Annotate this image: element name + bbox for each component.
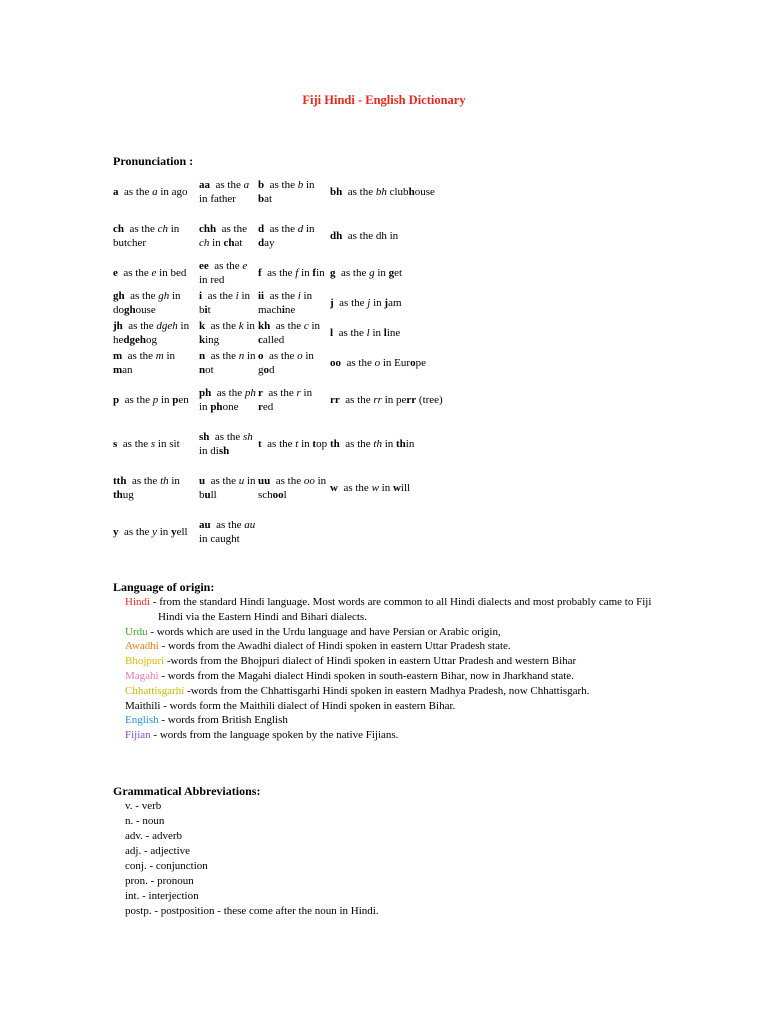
pronunciation-sound: rr xyxy=(373,393,382,406)
pronunciation-cell xyxy=(113,185,199,200)
pronunciation-text: ouse xyxy=(135,304,156,316)
pronunciation-text: in xyxy=(157,185,172,198)
pronunciation-highlight: oo xyxy=(272,489,284,501)
pronunciation-highlight: ph xyxy=(210,401,223,413)
pronunciation-text: l xyxy=(283,489,287,501)
pronunciation-sound: o xyxy=(297,349,303,362)
language-name: Urdu xyxy=(125,625,148,638)
pronunciation-text: as the xyxy=(346,356,375,369)
language-description: -words from the Bhojpuri dialect of Hindi spoken in eastern Uttar Pradesh and western Bihar xyxy=(164,655,577,668)
pronunciation-cell xyxy=(199,349,258,378)
pronunciation-sound: j xyxy=(367,296,371,309)
pronunciation-highlight: g xyxy=(388,266,395,279)
pronunciation-letter: g xyxy=(330,266,336,279)
pronunciation-text: in xyxy=(316,266,325,279)
pronunciation-text: ll xyxy=(210,489,217,501)
pronunciation-cell xyxy=(113,474,199,503)
pronunciation-text: as the xyxy=(124,185,153,198)
pronunciation-highlight: h xyxy=(408,185,415,198)
pronunciation-cell xyxy=(258,474,330,503)
pronunciation-text: in xyxy=(374,266,389,279)
pronunciation-highlight: y xyxy=(171,525,177,538)
abbreviation-item: n. - noun xyxy=(125,815,165,827)
pronunciation-highlight: sh xyxy=(218,445,230,457)
abbreviation-item: postp. - postposition - these come after the noun in Hindi. xyxy=(125,905,379,917)
pronunciation-text: ing xyxy=(205,334,220,346)
language-description: - words from the language spoken by the native Fijians. xyxy=(150,729,399,742)
pronunciation-text: in xyxy=(199,274,211,286)
pronunciation-text: in xyxy=(168,222,180,235)
language-entry xyxy=(125,669,665,684)
pronunciation-letter: au xyxy=(199,518,211,531)
pronunciation-cell xyxy=(330,437,450,452)
pronunciation-text: as the xyxy=(275,319,304,332)
pronunciation-sound: y xyxy=(152,525,157,538)
language-name: Bhojpuri xyxy=(125,655,165,668)
pronunciation-letter: s xyxy=(113,437,118,450)
abbreviation-item: conj. - conjunction xyxy=(125,860,208,872)
pronunciation-text: in xyxy=(298,437,313,450)
pronunciation-cell xyxy=(258,386,330,415)
pronunciation-sound: e xyxy=(242,259,248,272)
pronunciation-letter: n xyxy=(199,349,206,362)
pronunciation-table xyxy=(113,170,450,554)
pronunciation-highlight: l xyxy=(383,326,387,339)
pronunciation-highlight: f xyxy=(312,266,317,279)
pronunciation-highlight: r xyxy=(258,401,263,413)
pronunciation-text: as the xyxy=(345,437,374,450)
pronunciation-letter: m xyxy=(113,349,123,362)
pronunciation-text: as the xyxy=(216,386,245,399)
pronunciation-text: as the xyxy=(129,222,158,235)
pronunciation-letter: ph xyxy=(199,386,212,399)
pronunciation-text: in sit xyxy=(155,437,180,450)
pronunciation-sound: sh xyxy=(243,430,253,443)
pronunciation-sound: ph xyxy=(244,386,256,399)
grammar-abbreviations-heading: Grammatical Abbreviations: xyxy=(113,784,261,798)
language-origin-heading: Language of origin: xyxy=(113,580,215,594)
pronunciation-text: (tree) xyxy=(416,393,443,406)
pronunciation-text: in xyxy=(199,533,211,545)
pronunciation-cell xyxy=(258,266,330,281)
pronunciation-highlight: d xyxy=(258,237,265,249)
language-entry xyxy=(125,728,665,743)
language-description: - words form the Maithili dialect of Hindi spoken in eastern Bihar. xyxy=(160,699,456,712)
pronunciation-sound: w xyxy=(371,481,379,494)
pronunciation-letter: aa xyxy=(199,178,210,191)
pronunciation-sound: p xyxy=(152,393,159,406)
language-description: - words from the Magahi dialect Hindi spoken in south-eastern Bihar, now in Jharkhand state. xyxy=(158,669,574,682)
pronunciation-text: in b xyxy=(199,289,251,316)
pronunciation-cell xyxy=(199,222,258,251)
pronunciation-cell xyxy=(199,430,258,459)
pronunciation-text: as the xyxy=(210,319,239,332)
pronunciation-text: in xyxy=(300,386,313,399)
pronunciation-text: ne xyxy=(284,304,296,316)
pronunciation-text: as the xyxy=(127,349,156,362)
pronunciation-letter: r xyxy=(258,386,263,399)
pronunciation-text: as the xyxy=(130,289,159,302)
pronunciation-letter: rr xyxy=(330,393,340,406)
language-description: - words from the Awadhi dialect of Hindi spoken in eastern Uttar Pradesh state. xyxy=(158,640,511,653)
pronunciation-sound: a xyxy=(243,178,250,191)
pronunciation-cell xyxy=(113,437,199,452)
pronunciation-text: as the xyxy=(216,518,245,531)
pronunciation-cell xyxy=(199,178,258,207)
pronunciation-text: ine xyxy=(386,326,401,339)
pronunciation-highlight: b xyxy=(258,193,265,205)
pronunciation-letter: dh xyxy=(330,229,343,242)
pronunciation-text: in di xyxy=(199,445,219,457)
pronunciation-text: as the xyxy=(268,386,297,399)
pronunciation-sound: e xyxy=(151,266,157,279)
pronunciation-sound: u xyxy=(238,474,245,487)
pronunciation-letter: bh xyxy=(330,185,343,198)
pronunciation-text: bed xyxy=(170,266,187,279)
pronunciation-text: as the xyxy=(123,266,152,279)
pronunciation-text: op xyxy=(316,437,328,450)
pronunciation-text: as the xyxy=(275,474,304,487)
pronunciation-highlight: gh xyxy=(124,304,136,316)
pronunciation-cell xyxy=(199,518,258,547)
pronunciation-cell xyxy=(258,437,330,452)
abbreviation-item: v. - verb xyxy=(125,800,162,812)
pronunciation-text: club xyxy=(386,185,409,198)
pronunciation-cell xyxy=(330,266,450,281)
pronunciation-highlight: i xyxy=(204,304,208,316)
pronunciation-highlight: n xyxy=(199,364,206,376)
pronunciation-letter: y xyxy=(113,525,119,538)
pronunciation-text: father xyxy=(210,193,236,205)
pronunciation-text: pe xyxy=(415,356,426,369)
pronunciation-text: in xyxy=(168,474,180,487)
language-entry xyxy=(125,684,665,699)
pronunciation-text: ed xyxy=(262,401,274,413)
pronunciation-text: butcher xyxy=(113,237,146,249)
pronunciation-sound: th xyxy=(160,474,169,487)
pronunciation-text: in xyxy=(158,393,173,406)
pronunciation-cell xyxy=(258,319,330,348)
language-entry xyxy=(125,625,665,640)
language-entry xyxy=(125,654,665,669)
pronunciation-cell xyxy=(199,319,258,348)
pronunciation-sound: l xyxy=(366,326,370,339)
pronunciation-text: as the xyxy=(210,474,239,487)
pronunciation-cell xyxy=(199,289,258,318)
pronunciation-cell xyxy=(199,259,258,288)
pronunciation-letter: e xyxy=(113,266,118,279)
pronunciation-text: as the dh in xyxy=(347,229,399,242)
pronunciation-sound: dgeh xyxy=(156,319,178,332)
pronunciation-text: as the xyxy=(267,437,296,450)
pronunciation-letter: uu xyxy=(258,474,271,487)
pronunciation-cell xyxy=(199,474,258,503)
pronunciation-text: as the xyxy=(214,430,244,443)
pronunciation-text: in xyxy=(405,437,415,450)
pronunciation-highlight: rr xyxy=(406,393,417,406)
pronunciation-text: et xyxy=(394,266,403,279)
pronunciation-text: as the xyxy=(341,266,370,279)
pronunciation-text: at xyxy=(264,193,273,205)
pronunciation-highlight: m xyxy=(113,364,123,376)
pronunciation-text: in xyxy=(370,296,385,309)
pronunciation-letter: b xyxy=(258,178,265,191)
pronunciation-text: as the xyxy=(122,437,151,450)
pronunciation-cell xyxy=(258,289,330,318)
pronunciation-sound: bh xyxy=(375,185,387,198)
pronunciation-text: in xyxy=(308,319,321,332)
language-name: Awadhi xyxy=(125,640,159,653)
pronunciation-highlight: t xyxy=(312,437,317,450)
language-name: Maithili xyxy=(125,699,161,712)
language-entry xyxy=(125,595,665,625)
pronunciation-highlight: w xyxy=(392,481,401,494)
pronunciation-highlight: dgeh xyxy=(123,334,147,346)
pronunciation-letter: k xyxy=(199,319,206,332)
pronunciation-text: ay xyxy=(264,237,275,249)
pronunciation-letter: i xyxy=(199,289,203,302)
pronunciation-cell xyxy=(258,349,330,378)
language-name: Hindi xyxy=(125,596,151,608)
pronunciation-text: ug xyxy=(122,489,134,501)
pronunciation-letter: sh xyxy=(199,430,210,443)
pronunciation-letter: chh xyxy=(199,222,217,235)
pronunciation-text: as the xyxy=(210,349,239,362)
pronunciation-cell xyxy=(330,356,450,371)
pronunciation-letter: ii xyxy=(258,289,265,302)
pronunciation-sound: oo xyxy=(303,474,315,487)
pronunciation-text: in xyxy=(369,326,384,339)
pronunciation-highlight: th xyxy=(396,437,406,450)
pronunciation-text: in mach xyxy=(258,289,313,316)
pronunciation-letter: p xyxy=(113,393,120,406)
pronunciation-sound: d xyxy=(297,222,304,235)
pronunciation-text: og xyxy=(146,334,158,346)
pronunciation-text: as the xyxy=(347,185,376,198)
pronunciation-letter: ch xyxy=(113,222,124,235)
pronunciation-text: in b xyxy=(199,474,256,501)
pronunciation-sound: ch xyxy=(157,222,168,235)
pronunciation-cell xyxy=(330,326,450,341)
pronunciation-cell xyxy=(113,393,199,408)
pronunciation-letter: t xyxy=(258,437,262,450)
pronunciation-highlight: ch xyxy=(223,237,235,249)
pronunciation-text: d xyxy=(269,364,275,376)
pronunciation-text: in xyxy=(378,481,393,494)
pronunciation-cell xyxy=(258,222,330,251)
pronunciation-cell xyxy=(113,319,199,348)
pronunciation-letter: th xyxy=(330,437,340,450)
pronunciation-text: t xyxy=(207,304,211,316)
language-name: English xyxy=(125,714,159,727)
pronunciation-highlight: j xyxy=(384,296,389,309)
pronunciation-sound: b xyxy=(297,178,304,191)
pronunciation-text: en xyxy=(178,393,189,406)
pronunciation-cell xyxy=(113,525,199,540)
pronunciation-sound: a xyxy=(152,185,158,198)
pronunciation-text: as the xyxy=(215,178,244,191)
pronunciation-text: as the xyxy=(207,289,236,302)
pronunciation-sound: ch xyxy=(199,237,210,249)
pronunciation-text: in he xyxy=(113,319,190,346)
pronunciation-letter: o xyxy=(258,349,264,362)
abbreviation-item: adj. - adjective xyxy=(125,845,191,857)
pronunciation-text: as the xyxy=(269,289,298,302)
pronunciation-highlight: k xyxy=(199,334,206,346)
pronunciation-highlight: th xyxy=(113,489,123,501)
pronunciation-sound: o xyxy=(374,356,381,369)
pronunciation-letter: kh xyxy=(258,319,271,332)
pronunciation-sound: i xyxy=(235,289,239,302)
language-entry xyxy=(125,699,665,714)
language-entry xyxy=(125,639,665,654)
pronunciation-text: one xyxy=(222,401,239,413)
pronunciation-cell xyxy=(199,386,258,415)
pronunciation-text: in xyxy=(303,222,315,235)
pronunciation-text: ell xyxy=(176,525,188,538)
pronunciation-text: ot xyxy=(205,364,214,376)
document-title: Fiji Hindi - English Dictionary xyxy=(302,93,466,107)
pronunciation-text: in xyxy=(244,349,256,362)
pronunciation-cell xyxy=(330,393,450,408)
pronunciation-highlight: o xyxy=(263,364,269,376)
pronunciation-text: in xyxy=(209,237,224,249)
pronunciation-cell xyxy=(113,289,199,318)
abbreviation-item: int. - interjection xyxy=(125,890,199,902)
pronunciation-text: in xyxy=(303,178,315,191)
language-name: Magahi xyxy=(125,669,159,682)
pronunciation-highlight: o xyxy=(410,356,416,369)
pronunciation-sound: th xyxy=(373,437,382,450)
pronunciation-text: at xyxy=(234,237,243,249)
pronunciation-text: in xyxy=(157,525,172,538)
pronunciation-letter: w xyxy=(330,481,338,494)
pronunciation-sound: k xyxy=(238,319,244,332)
pronunciation-cell xyxy=(113,266,199,281)
pronunciation-text: red xyxy=(210,274,225,286)
language-description: - words which are used in the Urdu language and have Persian or Arabic origin, xyxy=(147,625,501,638)
pronunciation-highlight: p xyxy=(172,393,179,406)
pronunciation-letter: f xyxy=(258,266,262,279)
pronunciation-cell xyxy=(330,229,450,244)
pronunciation-letter: oo xyxy=(330,356,341,369)
pronunciation-letter: tth xyxy=(113,474,127,487)
pronunciation-cell xyxy=(330,185,450,200)
pronunciation-sound: c xyxy=(303,319,309,332)
abbreviation-item: adv. - adverb xyxy=(125,830,183,842)
pronunciation-text: as the xyxy=(269,222,298,235)
pronunciation-text: in xyxy=(156,266,171,279)
pronunciation-text: in xyxy=(381,437,397,450)
pronunciation-cell xyxy=(330,296,450,311)
pronunciation-cell xyxy=(113,349,199,378)
pronunciation-text: as the xyxy=(343,481,372,494)
pronunciation-sound: gh xyxy=(158,289,170,302)
pronunciation-text: as the xyxy=(131,474,161,487)
pronunciation-highlight: c xyxy=(258,334,263,346)
pronunciation-sound: au xyxy=(244,518,256,531)
pronunciation-text: as the xyxy=(124,525,153,538)
pronunciation-sound: m xyxy=(155,349,164,362)
language-description: - from the standard Hindi language. Most words are common to all Hindi dialects and most probably came to Fiji Hindi via the Eastern Hindi and Bihari dialects. xyxy=(150,596,652,623)
pronunciation-letter: j xyxy=(330,296,334,309)
language-name: Chhattisgarhi xyxy=(125,684,185,697)
pronunciation-text: as the xyxy=(124,393,153,406)
pronunciation-text: as the xyxy=(339,296,368,309)
pronunciation-letter: ee xyxy=(199,259,209,272)
pronunciation-text: in xyxy=(298,266,313,279)
pronunciation-text: as the xyxy=(345,393,374,406)
pronunciation-text: in g xyxy=(258,349,314,376)
pronunciation-text: as the xyxy=(269,178,298,191)
pronunciation-text: in sch xyxy=(258,474,327,501)
language-entry xyxy=(125,713,665,728)
grammar-abbreviations-list xyxy=(125,799,379,919)
pronunciation-text: in xyxy=(163,349,176,362)
pronunciation-sound: g xyxy=(369,266,375,279)
pronunciation-text: am xyxy=(388,296,402,309)
pronunciation-text: as the xyxy=(267,266,296,279)
pronunciation-letter: l xyxy=(330,326,334,339)
abbreviation-item: pron. - pronoun xyxy=(125,875,194,887)
language-description: - words from British English xyxy=(158,714,288,727)
language-description: -words from the Chhattisgarhi Hindi spoken in eastern Madhya Pradesh, now Chhattisgarh. xyxy=(184,684,590,697)
pronunciation-text: ouse xyxy=(414,185,435,198)
pronunciation-text: caught xyxy=(210,533,240,545)
pronunciation-sound: n xyxy=(238,349,245,362)
pronunciation-letter: jh xyxy=(113,319,123,332)
pronunciation-text: in xyxy=(199,193,211,205)
pronunciation-letter: d xyxy=(258,222,265,235)
pronunciation-text: as the xyxy=(214,259,243,272)
pronunciation-letter: gh xyxy=(113,289,125,302)
pronunciation-text: as the xyxy=(269,349,298,362)
pronunciation-letter: a xyxy=(113,185,119,198)
pronunciation-text: ago xyxy=(171,185,188,198)
pronunciation-text: ill xyxy=(400,481,411,494)
pronunciation-text: in do xyxy=(113,289,181,316)
pronunciation-heading: Pronunciation : xyxy=(113,154,194,168)
pronunciation-sound: i xyxy=(297,289,301,302)
pronunciation-text: alled xyxy=(262,334,285,346)
language-origin-list xyxy=(125,595,665,743)
pronunciation-text: in Eur xyxy=(380,356,411,369)
pronunciation-letter: u xyxy=(199,474,206,487)
pronunciation-text: in pe xyxy=(381,393,407,406)
pronunciation-text: in xyxy=(199,401,211,413)
pronunciation-cell xyxy=(258,178,330,207)
pronunciation-cell xyxy=(113,222,199,251)
pronunciation-sound: t xyxy=(295,437,299,450)
pronunciation-text: in xyxy=(243,319,255,332)
pronunciation-highlight: i xyxy=(281,304,285,316)
pronunciation-text: as the xyxy=(338,326,367,339)
pronunciation-sound: f xyxy=(295,266,299,279)
pronunciation-highlight: u xyxy=(204,489,211,501)
pronunciation-text: an xyxy=(122,364,133,376)
pronunciation-text: as the xyxy=(128,319,157,332)
pronunciation-cell xyxy=(330,481,450,496)
pronunciation-text: as the xyxy=(221,222,247,235)
pronunciation-sound: r xyxy=(296,386,301,399)
pronunciation-sound: s xyxy=(150,437,156,450)
language-name: Fijian xyxy=(125,729,151,742)
